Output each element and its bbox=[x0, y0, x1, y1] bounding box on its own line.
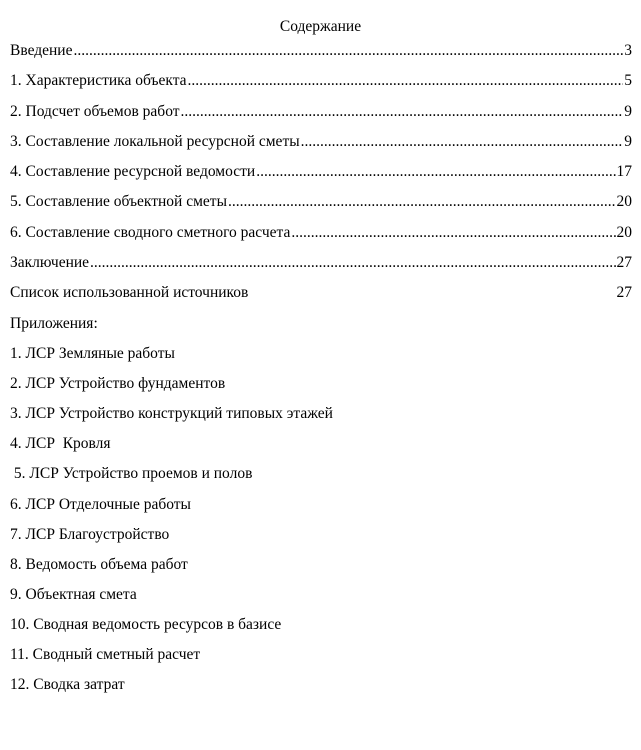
toc-leader-dots bbox=[90, 252, 615, 274]
page-title: Содержание bbox=[279, 18, 362, 35]
toc-entry-introduction[interactable] bbox=[10, 40, 632, 70]
toc-entry-label: 6. Составление сводного сметного расчета bbox=[10, 223, 291, 241]
toc-entry-label: 2. Подсчет объемов работ bbox=[10, 102, 180, 120]
appendix-item: 1. ЛСР Земляные работы bbox=[10, 345, 175, 363]
toc-leader-dots bbox=[73, 40, 623, 62]
toc-entry-local-estimate[interactable] bbox=[10, 131, 632, 161]
toc-entry-references[interactable] bbox=[10, 282, 632, 312]
toc-leader-dots bbox=[181, 101, 624, 123]
appendix-item: 6. ЛСР Отделочные работы bbox=[10, 495, 191, 513]
toc-leader-dots bbox=[228, 191, 616, 213]
toc-entry-page: 9 bbox=[624, 132, 632, 150]
toc-entry-page: 5 bbox=[624, 72, 632, 90]
appendix-item: 12. Сводка затрат bbox=[10, 676, 125, 694]
toc-entry-page: 3 bbox=[624, 42, 632, 59]
appendix-list bbox=[10, 313, 632, 704]
toc-leader-dots bbox=[291, 222, 615, 244]
toc-entry-object-characteristics[interactable] bbox=[10, 70, 632, 100]
appendix-item: 9. Объектная смета bbox=[10, 585, 137, 603]
toc-entry-summary-calculation[interactable] bbox=[10, 222, 632, 252]
appendix-item: 11. Сводный сметный расчет bbox=[10, 646, 201, 664]
toc-entry-page: 27 bbox=[616, 284, 632, 302]
toc-entry-page: 9 bbox=[624, 102, 632, 120]
toc-entry-page: 27 bbox=[616, 254, 632, 272]
appendix-item: 8. Ведомость объема работ bbox=[10, 555, 188, 573]
toc-entry-page: 20 bbox=[616, 193, 632, 211]
appendix-item: 5. ЛСР Устройство проемов и полов bbox=[10, 465, 253, 483]
toc-leader-dots bbox=[256, 161, 615, 183]
appendix-item: 2. ЛСР Устройство фундаментов bbox=[10, 375, 226, 393]
toc-entry-label: 3. Составление локальной ресурсной сметы bbox=[10, 132, 300, 150]
toc-entry-resource-statement[interactable] bbox=[10, 161, 632, 191]
appendix-item: 3. ЛСР Устройство конструкций типовых этажей bbox=[10, 405, 333, 423]
appendix-item: 10. Сводная ведомость ресурсов в базисе bbox=[10, 615, 282, 633]
toc-entry-conclusion[interactable] bbox=[10, 252, 632, 282]
toc-entry-object-estimate[interactable] bbox=[10, 191, 632, 221]
table-of-contents bbox=[10, 40, 632, 313]
toc-entry-label: 1. Характеристика объекта bbox=[10, 72, 187, 90]
toc-entry-label: Введение bbox=[10, 42, 73, 59]
appendix-heading: Приложения: bbox=[10, 315, 98, 332]
toc-entry-label: 4. Составление ресурсной ведомости bbox=[10, 163, 256, 181]
appendix-item: 4. ЛСР Кровля bbox=[10, 435, 111, 453]
toc-leader-dots bbox=[188, 70, 624, 92]
toc-entry-work-volumes[interactable] bbox=[10, 101, 632, 131]
toc-leader-dots bbox=[301, 131, 624, 153]
toc-entry-page: 17 bbox=[616, 163, 632, 181]
toc-entry-label: Заключение bbox=[10, 254, 90, 272]
toc-entry-label: Список использованной источников bbox=[10, 284, 249, 302]
toc-entry-label: 5. Составление объектной сметы bbox=[10, 193, 227, 211]
toc-entry-page: 20 bbox=[616, 223, 632, 241]
appendix-item: 7. ЛСР Благоустройство bbox=[10, 525, 170, 543]
